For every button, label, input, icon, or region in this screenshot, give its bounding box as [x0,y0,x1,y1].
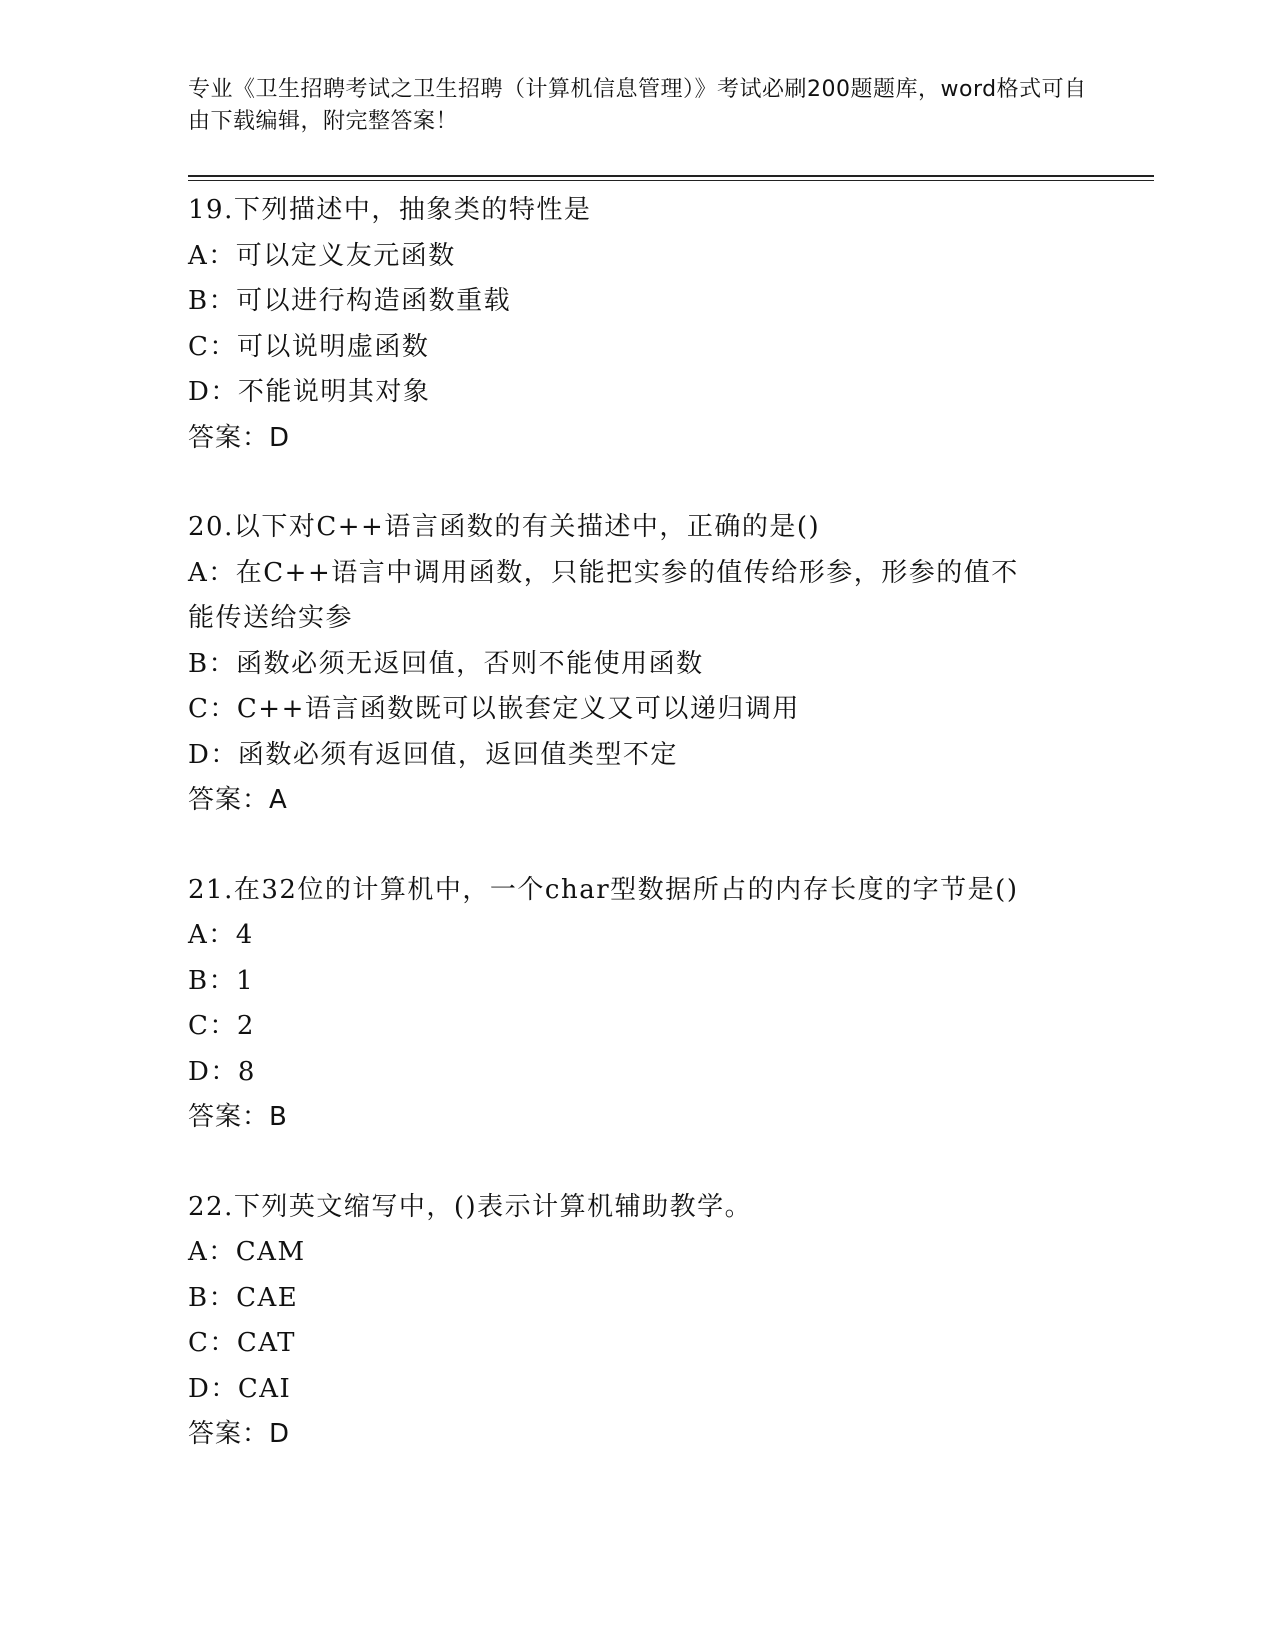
document-header: 专业《卫生招聘考试之卫生招聘（计算机信息管理）》考试必刷200题题库，word格式可自由下载编辑，附完整答案！ [188,77,1087,134]
option-d: D：函数必须有返回值，返回值类型不定 [188,739,678,770]
question-20 [188,505,1088,824]
header-divider-thick [188,175,1154,177]
question-stem: 22.下列英文缩写中，()表示计算机辅助教学。 [188,1191,753,1222]
option-a: A：可以定义友元函数 [188,240,456,271]
option-d: D：8 [188,1056,256,1087]
option-b: B：CAE [188,1282,299,1313]
answer-line: 答案：A [188,785,288,815]
question-21 [188,868,1088,1141]
option-a: A：在C++语言中调用函数，只能把实参的值传给形参，形参的值不能传送给实参 [188,557,1019,633]
option-b: B：可以进行构造函数重载 [188,286,512,316]
question-stem: 21.在32位的计算机中，一个char型数据所占的内存长度的字节是() [188,874,1019,905]
option-c: C：可以说明虚函数 [188,331,430,362]
question-stem: 20.以下对C++语言函数的有关描述中，正确的是() [188,512,821,542]
answer-line: 答案：D [188,422,291,453]
option-c: C：CAT [188,1328,296,1358]
option-c: C：2 [188,1011,255,1041]
option-c: C：C++语言函数既可以嵌套定义又可以递归调用 [188,694,800,724]
option-b: B：1 [188,965,255,996]
answer-line: 答案：B [188,1102,288,1132]
question-22 [188,1185,1088,1458]
option-a: A：4 [188,920,254,950]
question-stem: 19.下列描述中，抽象类的特性是 [188,195,592,225]
option-b: B：函数必须无返回值，否则不能使用函数 [188,648,704,679]
option-d: D：CAI [188,1373,292,1404]
option-d: D：不能说明其对象 [188,377,431,407]
option-a: A：CAM [188,1237,306,1267]
question-19 [188,188,1088,461]
header-divider-thin [188,180,1154,181]
question-list [188,188,1088,1502]
answer-line: 答案：D [188,1419,291,1449]
